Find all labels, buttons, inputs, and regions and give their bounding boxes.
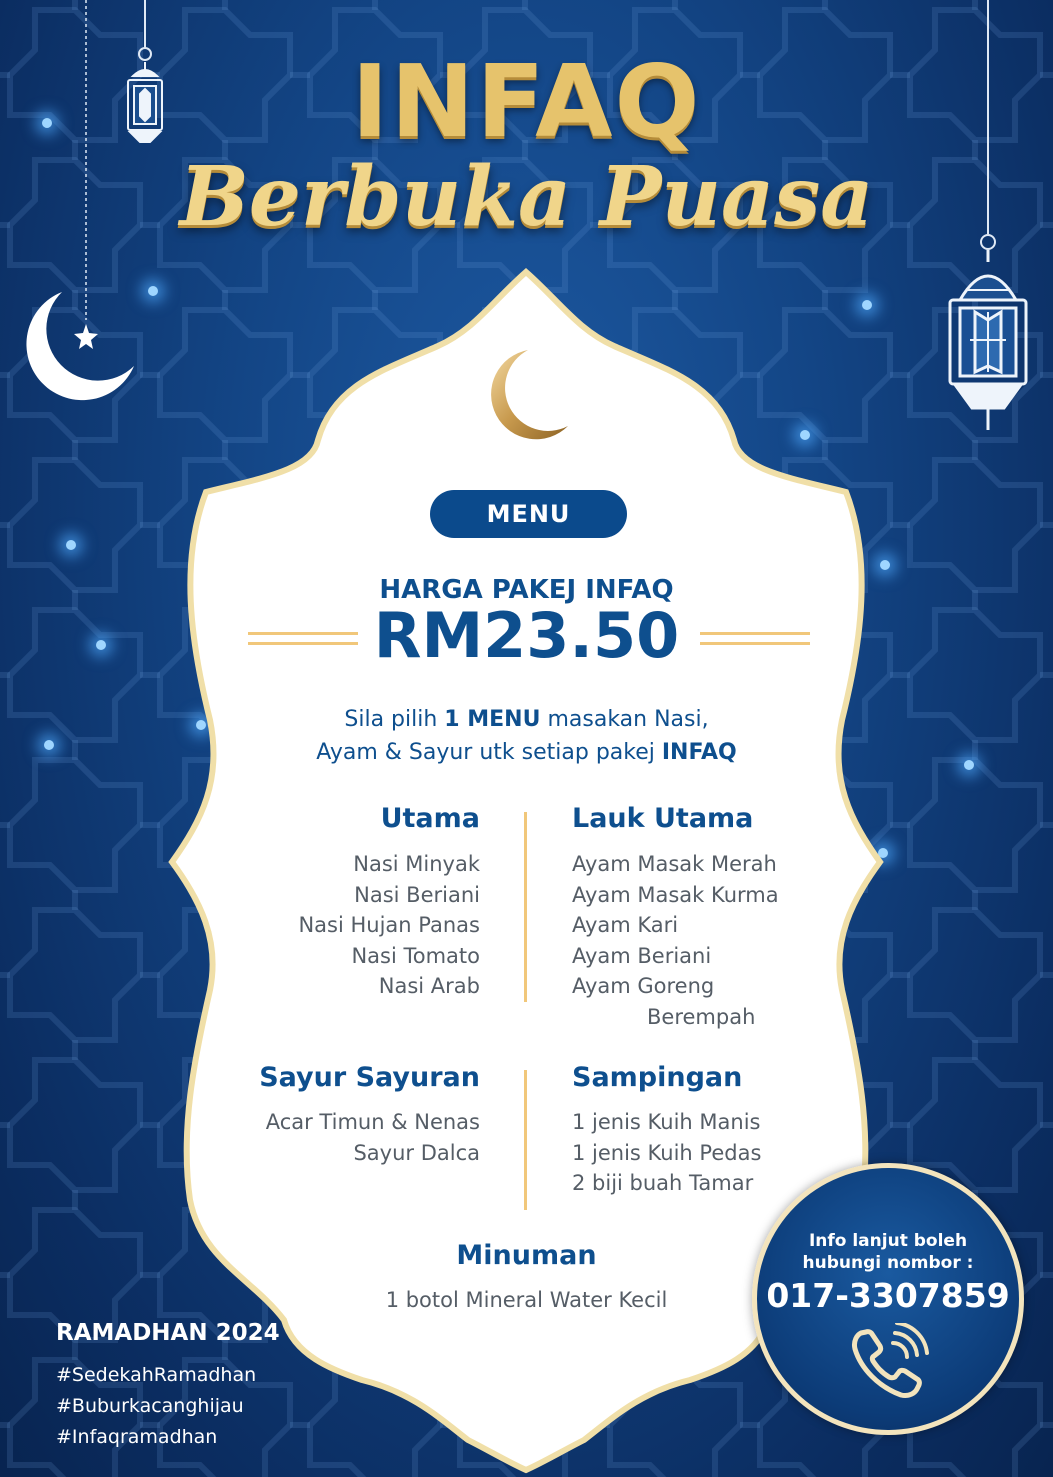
contact-info-line: Info lanjut boleh — [808, 1231, 968, 1251]
section-title-sampingan: Sampingan — [572, 1062, 743, 1093]
list-item: Nasi Beriani — [354, 882, 480, 907]
list-item: Ayam Beriani — [572, 943, 712, 968]
section-title-sayur: Sayur Sayuran — [259, 1062, 480, 1093]
instruction-text: masakan Nasi, — [540, 707, 709, 732]
title-infaq: INFAQ — [351, 43, 702, 160]
instruction-bold: INFAQ — [661, 740, 737, 765]
list-item: Nasi Minyak — [353, 852, 480, 876]
contact-badge — [752, 1163, 1024, 1435]
list-item: Ayam Goreng — [572, 974, 715, 998]
instruction-bold: 1 MENU — [444, 707, 541, 732]
contact-phone-number[interactable]: 017-3307859 — [766, 1276, 1010, 1315]
star-icon — [74, 324, 98, 349]
hashtag-list — [56, 1360, 256, 1453]
instruction-line-1 — [0, 703, 1053, 736]
instruction-text: Ayam & Sayur utk setiap pakej — [316, 740, 662, 765]
list-item: 1 jenis Kuih Pedas — [572, 1140, 762, 1165]
list-lauk-utama — [572, 849, 779, 1032]
price-value: RM23.50 — [373, 599, 680, 672]
contact-info — [757, 1230, 1019, 1274]
list-item: Ayam Masak Merah — [572, 852, 777, 876]
list-item: Berempah — [647, 1004, 756, 1029]
phone-icon — [847, 1323, 929, 1405]
lantern-icon — [950, 250, 1026, 430]
hashtag: #Buburkacanghijau — [56, 1395, 244, 1417]
menu-badge: MENU — [430, 490, 627, 538]
instruction-line-2 — [0, 736, 1053, 769]
section-title-lauk-utama: Lauk Utama — [572, 803, 754, 834]
list-item: 1 botol Mineral Water Kecil — [385, 1288, 668, 1312]
contact-info-line: hubungi nombor : — [802, 1253, 974, 1273]
list-item: Ayam Kari — [572, 913, 679, 937]
hashtag: #SedekahRamadhan — [56, 1364, 257, 1386]
column-divider — [524, 812, 527, 1002]
gold-divider-right — [700, 632, 810, 650]
list-item: 1 jenis Kuih Manis — [572, 1110, 761, 1134]
list-item: Ayam Masak Kurma — [572, 882, 779, 907]
list-item: Nasi Arab — [378, 974, 480, 998]
list-item: Nasi Tomato — [351, 943, 480, 968]
title-berbuka-puasa: Berbuka Puasa — [179, 149, 874, 245]
list-item: Nasi Hujan Panas — [298, 913, 480, 937]
list-sayur — [266, 1107, 480, 1168]
price-label: HARGA PAKEJ INFAQ — [379, 575, 674, 605]
list-item: 2 biji buah Tamar — [572, 1171, 754, 1195]
instructions — [0, 703, 1053, 769]
section-title-utama: Utama — [380, 803, 480, 834]
instruction-text: Sila pilih — [344, 707, 445, 732]
list-sampingan — [572, 1107, 761, 1199]
list-utama — [298, 849, 480, 1002]
ramadhan-year-label: RAMADHAN 2024 — [56, 1320, 280, 1346]
section-title-minuman: Minuman — [456, 1240, 597, 1271]
hashtag: #Infaqramadhan — [56, 1426, 218, 1448]
list-item: Acar Timun & Nenas — [265, 1110, 480, 1134]
list-item: Sayur Dalca — [353, 1140, 480, 1165]
column-divider — [524, 1070, 527, 1210]
